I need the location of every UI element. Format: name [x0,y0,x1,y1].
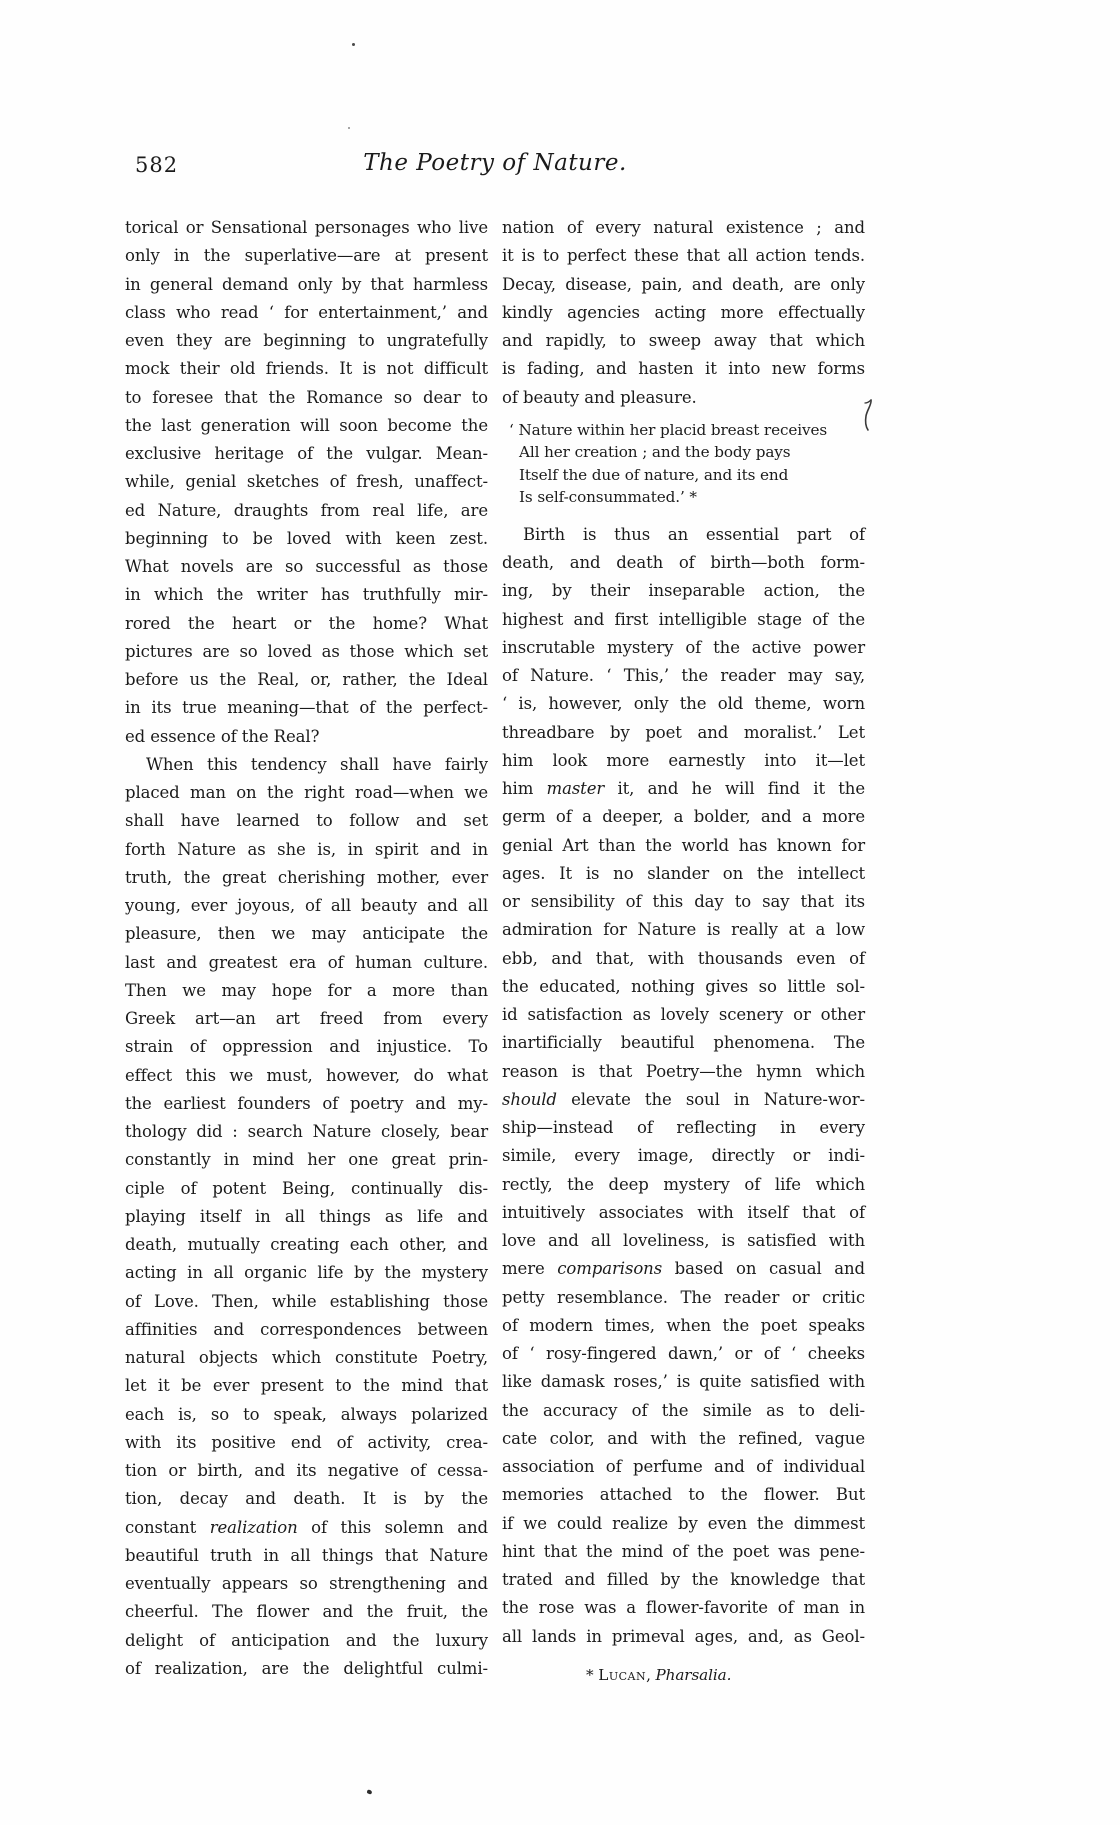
text-line: kindly agencies acting more effectually [502,302,865,322]
text-line: highest and first intelligible stage of the [502,609,865,629]
text-line: should elevate the soul in Nature-wor- [502,1089,865,1109]
text-line: inscrutable mystery of the active power [502,637,865,657]
text-line: beautiful truth in all things that Nature [125,1545,488,1565]
text-line: genial Art than the world has known for [502,835,865,855]
paragraph-when-this-tendency [125,751,488,1683]
text-line: affinities and correspondences between [125,1319,488,1339]
text-line: and rapidly, to sweep away that which [502,331,865,350]
text-line: love and all loveliness, is satisfied with [502,1231,865,1250]
text-line: nation of every natural existence ; and [502,218,865,237]
text-line: even they are beginning to ungratefully [125,331,488,350]
text-line: When this tendency shall have fairly [146,754,488,774]
text-line: simile, every image, directly or indi- [502,1146,865,1166]
text-line: hint that the mind of the poet was pene- [502,1541,865,1561]
text-line: or sensibility of this day to say that its [502,892,865,911]
text-line: like damask roses,’ is quite satisfied with [502,1372,865,1392]
text-line: with its positive end of activity, crea- [125,1432,488,1452]
text-line: the earliest founders of poetry and my- [125,1093,488,1113]
footnote-citation [502,1664,865,1686]
text-line: while, genial sketches of fresh, unaffect- [125,472,488,492]
text-line: shall have learned to follow and set [125,811,488,831]
text-line: forth Nature as she is, in spirit and in [125,839,488,859]
text-line: intuitively associates with itself that of [502,1202,865,1222]
text-line: ebb, and that, with thousands even of [502,948,865,968]
text-line: pleasure, then we may anticipate the [125,924,488,944]
text-line: last and greatest era of human culture. [125,952,488,972]
text-line: pictures are so loved as those which set [125,641,488,661]
text-line: rored the heart or the home? What [125,613,488,633]
text-line: let it be ever present to the mind that [125,1376,488,1396]
text-line: mock their old friends. It is not difficult [125,359,488,379]
text-line: effect this we must, however, do what [125,1065,488,1085]
text-line: tion, decay and death. It is by the [125,1489,488,1509]
text-line: it is to perfect these that all action tends. [502,246,865,266]
smallcaps-text: Lucan [598,1665,647,1684]
text-line: constant realization of this solemn and [125,1517,488,1537]
text-line: acting in all organic life by the mystery [125,1263,488,1283]
text-line: threadbare by poet and moralist.’ Let [502,722,865,742]
text-line: * Lucan, Pharsalia. [586,1665,732,1684]
text-line: cheerful. The flower and the fruit, the [125,1602,488,1622]
paragraph-birth-is-thus [502,521,865,1651]
text-line: exclusive heritage of the vulgar. Mean- [125,444,488,463]
text-line: playing itself in all things as life and [125,1206,488,1226]
text-line: Greek art—an art freed from every [125,1009,488,1028]
text-line: trated and filled by the knowledge that [502,1570,865,1589]
text-line: only in the superlative—are at present [125,246,488,266]
text-line: What novels are so successful as those [125,557,488,576]
text-line: ed essence of the Real? [125,726,320,746]
text-line: memories attached to the flower. But [502,1485,865,1505]
text-line: reason is that Poetry—the hymn which [502,1061,865,1081]
text-line: mere comparisons based on casual and [502,1259,865,1279]
text-line: the rose was a flower-favorite of man in [502,1598,865,1618]
text-line: id satisfaction as lovely scenery or other [502,1005,865,1024]
text-line: All her creation ; and the body pays [519,443,791,462]
text-line: petty resemblance. The reader or critic [502,1287,865,1307]
text-line: death, mutually creating each other, and [125,1235,488,1254]
italic-text: realization [209,1517,298,1537]
text-line: of modern times, when the poet speaks [502,1315,865,1335]
text-line: ages. It is no slander on the intellect [502,863,865,883]
text-line: Then we may hope for a more than [125,980,488,1000]
text-line: strain of oppression and injustice. To [125,1037,488,1057]
italic-text: should [502,1089,557,1109]
text-line: death, and death of birth—both form- [502,553,865,572]
text-line: the last generation will soon become the [125,415,488,435]
text-line: to foresee that the Romance so dear to [125,387,488,407]
verse-quote [502,419,865,509]
page-header [125,150,865,184]
text-line: beginning to be loved with keen zest. [125,528,488,548]
ink-speck-bottom [366,1789,372,1794]
italic-text: Pharsalia. [655,1665,732,1684]
text-line: of Nature. ‘ This,’ the reader may say, [502,666,865,685]
right-text-column [502,214,865,1686]
text-line: ‘ is, however, only the old theme, worn [502,694,865,714]
italic-text: master [546,779,605,798]
text-line: all lands in primeval ages, and, as Geol- [502,1626,865,1646]
text-line: of Love. Then, while establishing those [125,1291,488,1311]
text-line: ciple of potent Being, continually dis- [125,1178,488,1198]
text-line: inartificially beautiful phenomena. The [502,1033,865,1053]
text-line: the educated, nothing gives so little sol- [502,976,865,996]
text-line: torical or Sensational personages who live [125,218,488,237]
paragraph-continuation [125,214,488,751]
text-line: Is self-consummated.’ * [519,488,697,507]
text-line: the accuracy of the simile as to deli- [502,1400,865,1420]
text-line: him master it, and he will find it the [502,779,865,798]
text-line: before us the Real, or, rather, the Ideal [125,670,488,689]
text-line: Decay, disease, pain, and death, are only [502,274,865,294]
page-title: The Poetry of Nature. [363,150,627,176]
text-line: ‘ Nature within her placid breast receives [509,420,828,439]
text-line: delight of anticipation and the luxury [125,1630,488,1650]
text-line: tion or birth, and its negative of cessa- [125,1461,488,1480]
text-line: association of perfume and of individual [502,1457,865,1476]
paragraph-continuation [502,214,865,412]
text-line: in its true meaning—that of the perfect- [125,698,488,718]
text-line: class who read ‘ for entertainment,’ and [125,302,488,322]
ink-speck-upper [348,127,350,129]
text-line: ship—instead of reflecting in every [502,1118,865,1137]
text-line: ing, by their inseparable action, the [502,581,865,601]
text-line: him look more earnestly into it—let [502,750,865,770]
left-text-column [125,214,488,1683]
text-line: Birth is thus an essential part of [523,524,865,544]
text-line: thology did : search Nature closely, bear [125,1122,488,1141]
page-number: 582 [135,153,179,177]
text-line: each is, so to speak, always polarized [125,1404,488,1424]
text-line: of realization, are the delightful culmi- [125,1658,488,1678]
text-line: natural objects which constitute Poetry, [125,1348,488,1367]
text-line: of ‘ rosy-fingered dawn,’ or of ‘ cheeks [502,1344,865,1363]
text-line: in which the writer has truthfully mir- [125,585,488,605]
text-line: eventually appears so strengthening and [125,1574,488,1593]
ink-speck-top [352,43,355,46]
text-line: of beauty and pleasure. [502,387,697,407]
text-line: Itself the due of nature, and its end [519,465,789,484]
italic-text: comparisons [557,1259,663,1279]
text-line: placed man on the right road—when we [125,783,488,802]
text-line: rectly, the deep mystery of life which [502,1174,865,1194]
text-line: if we could realize by even the dimmest [502,1513,865,1533]
text-line: cate color, and with the refined, vague [502,1428,865,1448]
text-line: constantly in mind her one great prin- [125,1150,488,1170]
text-line: is fading, and hasten it into new forms [502,359,865,379]
text-line: admiration for Nature is really at a low [502,920,865,940]
text-line: ed Nature, draughts from real life, are [125,500,488,520]
text-line: young, ever joyous, of all beauty and all [125,896,488,915]
text-line: germ of a deeper, a bolder, and a more [502,807,865,827]
text-line: in general demand only by that harmless [125,274,488,294]
margin-pen-mark [857,398,877,432]
text-line: truth, the great cherishing mother, ever [125,867,488,887]
